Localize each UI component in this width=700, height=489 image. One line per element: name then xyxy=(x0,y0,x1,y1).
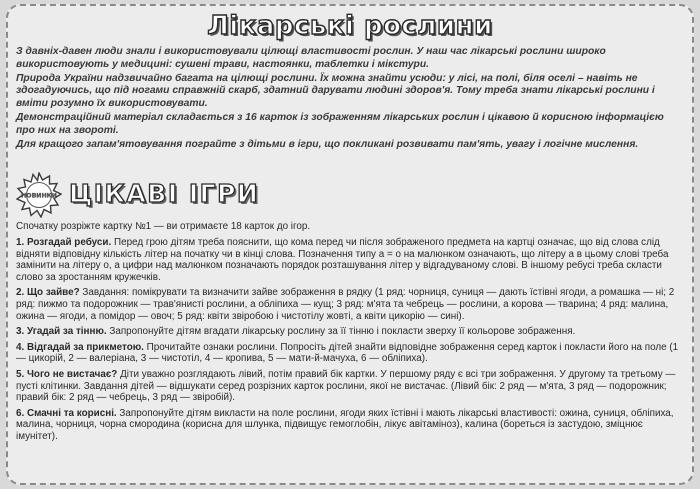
game-text: Завдання: помікрувати та визначити зайве зображення в рядку (1 ряд: чорниця, суниця — дають їстівні ягоди, а ромашка — ні; 2 ряд: пижмо та подорожник — трав'янисті рослини, а обліпиха — кущ; 3 ряд: м'ята та чебрець — рослини, а корова — тварина; 4 ряд: малина, ожина — ягоди, а помідор — овоч; 5 ряд: квіти звіробою і чистотілу жовті, а квіти цикорію — сині). xyxy=(16,287,675,323)
intro-paragraph: З давніх-давен люди знали і використовували цілющі властивості рослин. У наш час лікарські рослини широко використовують у медицині: сушені трави, настоянки, таблетки і мікстури. xyxy=(16,46,606,70)
game-item xyxy=(16,342,684,366)
intro-text xyxy=(16,46,684,153)
game-text: Запропонуйте дітям викласти на поле рослини, ягоди яких їстівні і мають лікарські властивості: ожина, суниця, обліпиха, малина, чорниця, чорна смородина (корисна для шлунка, підвищує гемоглобін, лікує авітаміноз), калина (бореться із застудою, зміцнює імунітет). xyxy=(16,407,674,443)
game-item xyxy=(16,369,684,404)
game-text: Запропонуйте дітям вгадати лікарську рослину за її тінню і покласти зверху її кольорове зображення. xyxy=(106,326,576,338)
game-text: Перед грою дітям треба пояснити, що кома перед чи після зображеного предмета на картці означає, що від слова слід відняти відповідну кількість літер на початку чи в кінці слова. Позначення типу а = о на малюнком означають, що літеру а в цьому слові треба замінити на літеру о, а цифри над малюнком позначають порядок розташування літер у відгадуваному слові. В іншому ребусі треба скласти слово за зростанням кружечків. xyxy=(16,236,669,284)
games-section xyxy=(16,221,684,447)
game-item xyxy=(16,237,684,284)
instruction-sheet xyxy=(6,4,694,485)
intro-paragraph: Демонстраційний матеріал складається з 16 карток із зображенням лікарських рослин і цікавою й корисною інформацією про них на звороті. xyxy=(16,111,664,136)
new-badge-icon xyxy=(16,172,62,218)
game-heading: 6. Смачні та корисні. xyxy=(16,407,117,419)
game-text: Діти уважно розглядають лівий, потім правий бік картки. У першому ряду є всі три зображення. У другому та третьому — пусті клітинки. Завдання дітей — відшукати серед розрізних карток рослини, якої не вистачає. (Лівий бік: 2 ряд — м'ята, 3 ряд — подорожник; правий бік: 2 ряд — чебрець, 3 ряд — звіробій). xyxy=(16,368,676,404)
game-item xyxy=(16,287,684,322)
games-title: ЦІКАВІ ІГРИ xyxy=(69,179,260,208)
page-title: Лікарські рослини xyxy=(207,11,493,41)
game-heading: 3. Угадай за тінню. xyxy=(16,326,107,338)
intro-paragraph: Природа України надзвичайно багата на цілющі рослини. Їх можна знайти усюди: у лісі, на полі, біля оселі – навіть не здогадуючись, що під ногами справжній скарб, здатний дарувати людині здоров'я. Тому треба знати лікарські рослини і вміти розумно їх використовувати. xyxy=(16,72,655,109)
badge-label: НОВИНКИ xyxy=(21,192,57,200)
games-intro: Спочатку розріжте картку №1 — ви отримаєте 18 карток до ігор. xyxy=(16,221,311,232)
intro-paragraph: Для кращого запам'ятовування пограйте з дітьми в ігри, що покликані розвивати пам'ять, увагу і логічне мислення. xyxy=(16,138,639,150)
game-text: Прочитайте ознаки рослини. Попросіть дітей знайти відповідне зображення серед карток і покласти його на поле (1 — цикорій, 2 — валеріана, 3 — чистотіл, 4 — кропива, 5 — мати-й-мачуха, 6 — обліпиха). xyxy=(16,341,679,365)
game-heading: 5. Чого не вистачає? xyxy=(16,368,118,380)
game-item xyxy=(16,408,684,443)
game-heading: 1. Розгадай ребуси. xyxy=(16,236,112,248)
game-heading: 2. Що зайве? xyxy=(16,287,80,299)
game-item xyxy=(16,326,684,338)
game-heading: 4. Відгадай за прикметою. xyxy=(16,341,144,353)
games-header xyxy=(16,172,316,218)
